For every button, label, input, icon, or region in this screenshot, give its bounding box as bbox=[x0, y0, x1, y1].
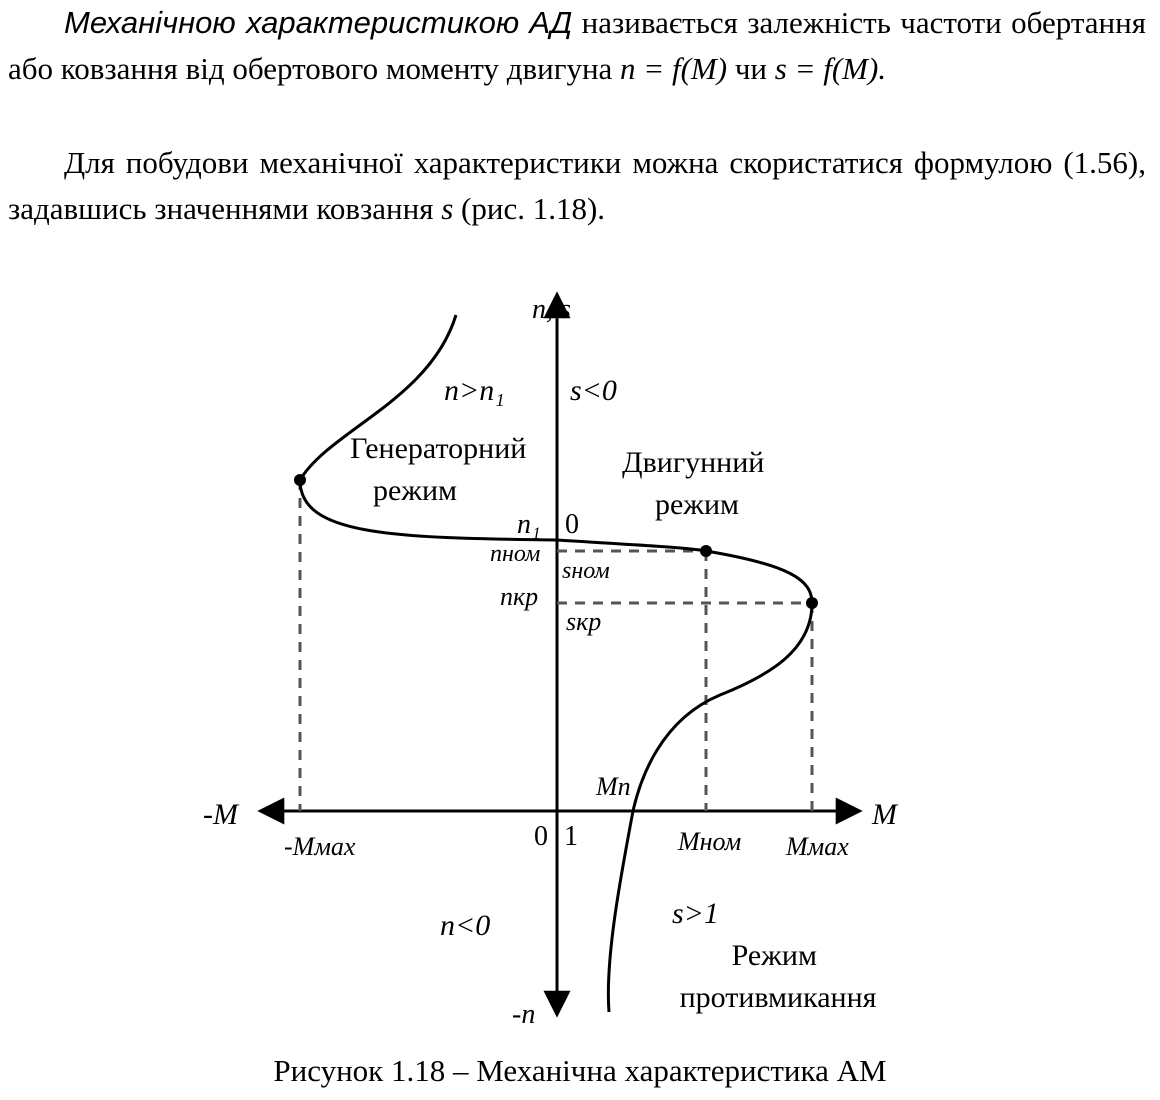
label-one: 1 bbox=[564, 821, 578, 852]
generator-line-2: режим bbox=[372, 474, 458, 507]
label-s-greater-1: s>1 bbox=[672, 897, 719, 930]
label-s-less-0: s<0 bbox=[570, 374, 617, 407]
axis-label-M: M bbox=[872, 798, 897, 831]
label-zero-bottom: 0 bbox=[534, 821, 548, 852]
axis-label-n-s: n, s bbox=[532, 294, 571, 325]
label-n-kr: nкр bbox=[500, 582, 539, 611]
formula-n-f-m: n = f(M) bbox=[620, 51, 728, 86]
paragraph-definition bbox=[8, 0, 1146, 92]
point-nominal bbox=[700, 545, 712, 557]
point-critical bbox=[806, 597, 818, 609]
mechanical-characteristic-figure bbox=[0, 280, 1160, 1040]
motor-line-1: Двигунний bbox=[622, 446, 765, 479]
label-n1: n₁ bbox=[517, 509, 541, 540]
label-s-kr: sкр bbox=[566, 607, 602, 636]
label-braking-mode bbox=[680, 939, 877, 1014]
label-motor-mode bbox=[622, 446, 772, 521]
label-m-nom: Mном bbox=[678, 827, 742, 856]
label-zero-top: 0 bbox=[565, 509, 579, 540]
var-s: s bbox=[441, 191, 454, 226]
braking-line-2: противмикання bbox=[679, 981, 877, 1014]
construction-text-b: (рис. 1.18). bbox=[453, 191, 606, 226]
term-mechanical-characteristic: Механічною характеристикою АД bbox=[64, 5, 573, 40]
generator-line-1: Генераторний bbox=[350, 432, 527, 465]
label-n-nom: nном bbox=[490, 541, 541, 567]
conjunction: чи bbox=[727, 51, 775, 86]
label-mp: Mп bbox=[596, 772, 631, 801]
label-n-greater-n1: n>n₁ bbox=[444, 374, 505, 407]
formula-s-f-m: s = f(M). bbox=[774, 51, 887, 86]
label-m-max: Mмах bbox=[786, 832, 849, 861]
figure-caption: Рисунок 1.18 – Механічна характеристика АМ bbox=[273, 1053, 887, 1088]
braking-line-1: Режим bbox=[731, 939, 817, 972]
label-minus-m-max: -Mмах bbox=[284, 832, 356, 861]
label-s-nom: sном bbox=[562, 558, 610, 584]
label-generator-mode bbox=[350, 432, 534, 507]
label-n-less-0: n<0 bbox=[440, 909, 491, 942]
axis-label-minus-n: -n bbox=[512, 999, 536, 1030]
definition-text: називається залежність частоти обертання або ковзання від обертового моменту двигуна bbox=[8, 5, 1146, 86]
point-minus-mmax bbox=[294, 474, 306, 486]
axis-label-minus-M: -M bbox=[203, 798, 238, 831]
paragraph-construction bbox=[8, 140, 1146, 232]
motor-line-2: режим bbox=[654, 488, 740, 521]
construction-text-a: Для побудови механічної характеристики можна скористатися формулою (1.56), задавшись значеннями ковзання bbox=[8, 145, 1146, 226]
